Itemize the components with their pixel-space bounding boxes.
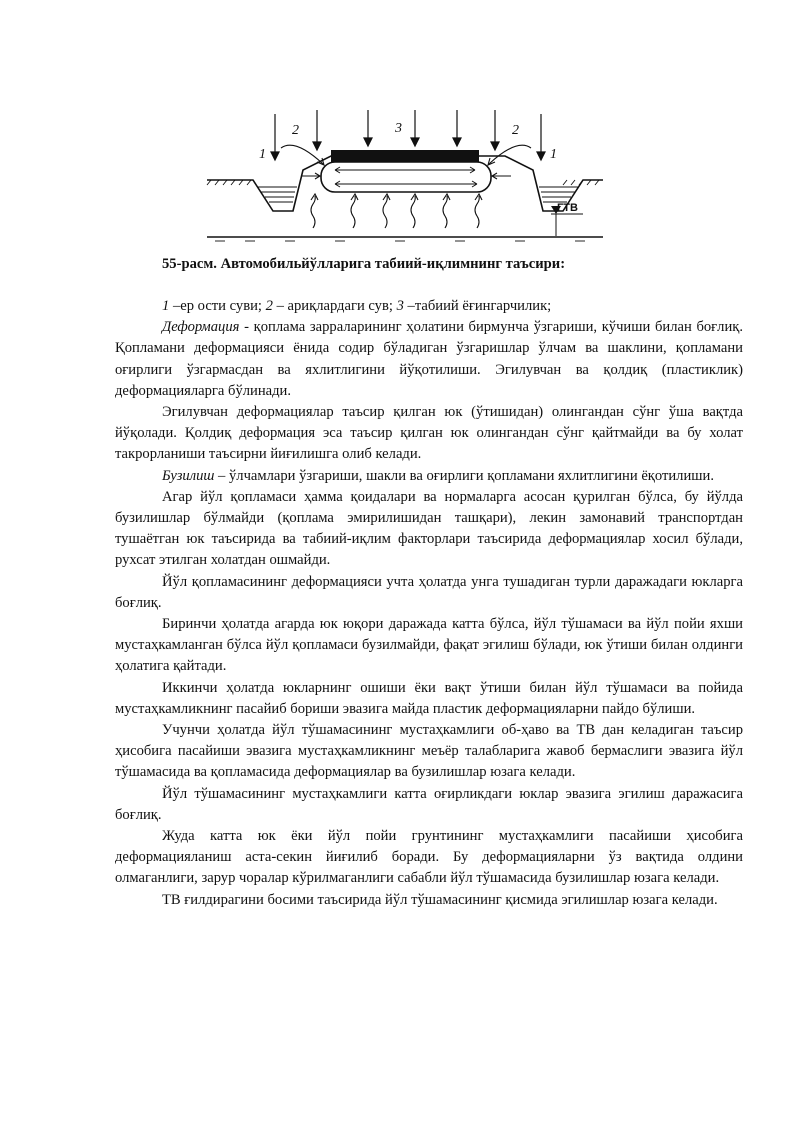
road-base <box>321 162 491 192</box>
label-2-right: 2 <box>512 123 519 138</box>
paragraph: Учунчи ҳолатда йўл тўшамасининг мустаҳкамлиги об-ҳаво ва ТВ дан келадиган таъсир ҳисобига пасайиши эвазига мустаҳкамликнинг меъёр талабларига жавоб бермаслиги эвазига йўл тўшамасида ва қопламасида деформациялар ва бузилишлар юзага келади. <box>115 722 743 781</box>
paragraph: Йўл тўшамасининг мустаҳкамлиги катта оғирликдаги юклар эвазига эгилиш даражасига боғлиқ. <box>115 785 743 823</box>
paragraph: Иккинчи ҳолатда юкларнинг ошиши ёки вақт ўтиши билан йўл тўшамаси ва пойида мустаҳкамликнинг пасайиб бориши эвазига майда пластик деформацияларни пайдо бўлиши. <box>115 679 743 717</box>
paragraph: Йўл қопламасининг деформацияси учта ҳолатда унга тушадиган турли даражадаги юкларга боғлиқ. <box>115 573 743 611</box>
legend-text-2: – ариқлардаги сув; <box>272 298 397 314</box>
term-destruction: Бузилиш <box>162 467 215 484</box>
legend-text-1: –ер ости суви; <box>169 298 266 314</box>
road-cross-section-diagram <box>205 108 605 246</box>
term-deformation: Деформация <box>162 319 240 336</box>
figure-caption: 55-расм. Автомобильйўлларига табиий-иқлимнинг таъсири: <box>162 256 566 272</box>
paragraph-text: - қоплама зарраларининг ҳолатини бирмунча ўзгариши, кўчиши билан боғлиқ. Қопламани деформацияси ёнида содир бўладиган ўзгаришлар ўлчам ва шаклини, қопламани оғирлиги ўзгармасдан ва яхлитлигини йўқотилиши. Эгилувчан ва қолдиқ (пластиклик) деформацияларга бўлинади. <box>115 319 743 399</box>
road-cross-section-figure <box>205 108 605 246</box>
label-3: 3 <box>395 121 402 136</box>
paragraph-deformation <box>115 317 743 402</box>
figure-legend <box>115 296 743 317</box>
pavement-layer <box>331 150 479 162</box>
paragraph-destruction <box>115 466 743 487</box>
legend-num-3: 3 <box>396 298 404 314</box>
gtv-marker <box>551 202 583 236</box>
gtv-label: ГТВ <box>557 202 578 214</box>
label-1-right: 1 <box>550 147 557 162</box>
groundwater-arrows <box>311 194 482 228</box>
paragraph: Эгилувчан деформациялар таъсир қилган юк (ўтишидан) олингандан сўнг ўша вақтда йўқолади. Қолдиқ деформация эса таъсир қилган юк олингандан сўнг қайтмайди ва бу холат такрорланиши таъсирни йиғилишга олиб келади. <box>115 404 743 463</box>
paragraph: ТВ ғилдирагини босими таъсирида йўл тўшамасининг қисмида эгилишлар юзага келади. <box>162 891 718 908</box>
legend-num-2: 2 <box>265 298 273 314</box>
paragraph: Агар йўл қопламаси ҳамма қоидалари ва нормаларга асосан қурилган бўлса, бу йўлда бузилишлар бўлмайди (қоплама эмирилишидан ташқари), лекин замонавий транспортдан тушаётган юк таъсирида ва табиий-иқлим факторлари таъсирида деформациялар хосил бўлади, рухсат этилган холатдан ошмайди. <box>115 488 743 569</box>
label-1-left: 1 <box>259 147 266 162</box>
paragraph: Биринчи ҳолатда агарда юк юқори даражада катта бўлса, йўл тўшамаси ва йўл пойи яхши мустаҳкамланган бўлса йўл қопламаси бузилмайди, фақат эгилиш бўлади, юк ўтиши билан олдинги ҳолатига қайтади. <box>115 616 743 675</box>
legend-text-3: –табиий ёғингарчилик; <box>403 298 552 314</box>
paragraph: Жуда катта юк ёки йўл пойи грунтининг мустаҳкамлиги пасайиши ҳисобига деформацияланиш аста-секин йиғилиб боради. Бу деформацияларни ўз вақтида олдини олмаганлиги, зарур чоралар кўрилмаганлиги сабабли йўл тўшамасида бузилишлар юзага келади. <box>115 828 743 887</box>
label-2-left: 2 <box>292 123 299 138</box>
legend-num-1: 1 <box>162 298 170 314</box>
body-text <box>115 296 743 911</box>
paragraph-text: – ўлчамлари ўзгариши, шакли ва оғирлиги қопламани яхлитлигини ёқотилиши. <box>214 467 714 484</box>
